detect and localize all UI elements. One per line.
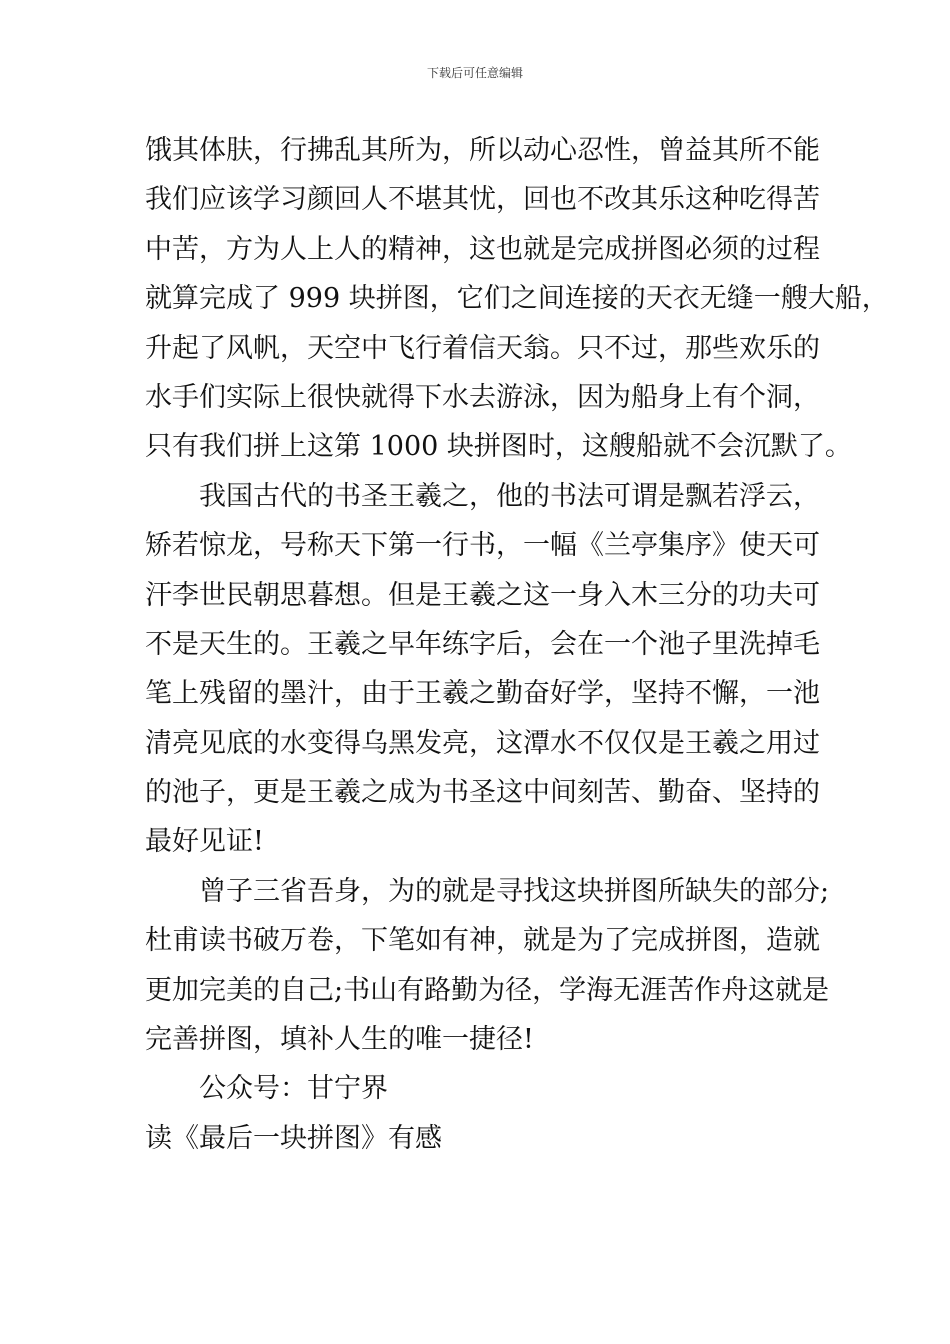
text-line: 读《最后一块拼图》有感: [145, 1122, 442, 1154]
text-line: 饿其体肤，行拂乱其所为，所以动心忍性，曾益其所不能: [145, 135, 820, 166]
text-line: 中苦，方为人上人的精神，这也就是完成拼图必须的过程: [145, 233, 820, 265]
text-line: 不是天生的。王羲之早年练字后，会在一个池子里洗掉毛: [145, 628, 820, 660]
text-line: 只有我们拼上这第 1000 块拼图时，这艘船就不会沉默了。: [145, 431, 852, 463]
text-line: 曾子三省吾身，为的就是寻找这块拼图所缺失的部分;: [199, 875, 830, 907]
text-line: 杜甫读书破万卷，下笔如有神，就是为了完成拼图，造就: [145, 925, 820, 957]
text-line: 矫若惊龙，号称天下第一行书，一幅《兰亭集序》使天可: [145, 530, 820, 562]
text-line: 我们应该学习颜回人不堪其忧，回也不改其乐这种吃得苦: [145, 184, 820, 216]
document-body: [145, 126, 889, 1163]
text-line: 升起了风帆，天空中飞行着信天翁。只不过，那些欢乐的: [145, 332, 820, 364]
text-line: 更加完美的自己;书山有路勤为径，学海无涯苦作舟这就是: [145, 974, 830, 1006]
text-line: 笔上残留的墨汁，由于王羲之勤奋好学，坚持不懈，一池: [145, 678, 820, 710]
text-line: 的池子，更是王羲之成为书圣这中间刻苦、勤奋、坚持的: [145, 777, 820, 809]
text-line: 汗李世民朝思暮想。但是王羲之这一身入木三分的功夫可: [145, 579, 820, 611]
text-line: 水手们实际上很快就得下水去游泳，因为船身上有个洞，: [145, 381, 820, 413]
page-header-note: 下载后可任意编辑: [426, 66, 523, 80]
text-line: 完善拼图，填补人生的唯一捷径!: [145, 1024, 534, 1056]
text-line: 就算完成了 999 块拼图，它们之间连接的天衣无缝一艘大船，: [145, 283, 889, 315]
text-line: 我国古代的书圣王羲之，他的书法可谓是飘若浮云，: [199, 480, 820, 512]
text-line: 清亮见底的水变得乌黑发亮，这潭水不仅仅是王羲之用过: [145, 727, 820, 759]
text-line: 公众号：甘宁界: [199, 1073, 388, 1105]
text-line: 最好见证!: [145, 826, 264, 858]
